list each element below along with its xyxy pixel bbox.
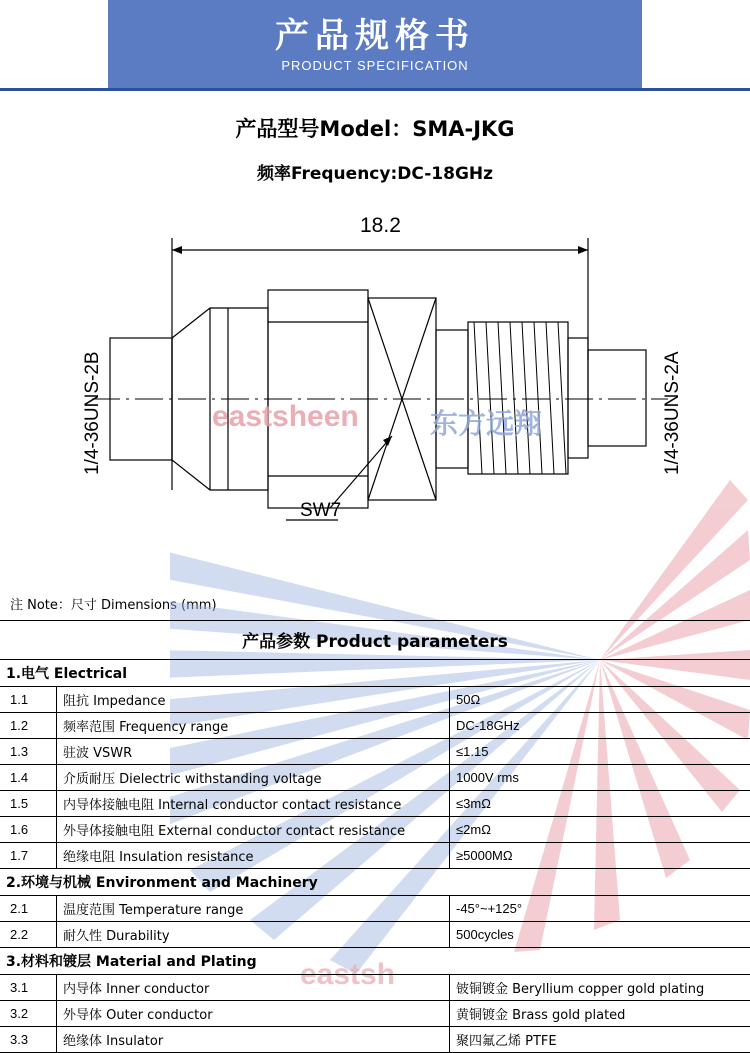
row-value: DC-18GHz: [450, 713, 750, 739]
row-name: 耐久性 Durability: [57, 922, 450, 948]
parameters-table: [0, 660, 750, 1053]
thread-right-label: 1/4-36UNS-2A: [662, 351, 683, 475]
row-name: 阻抗 Impedance: [57, 687, 450, 713]
watermark-brand: eastsheen: [212, 400, 359, 434]
frequency-range: 频率Frequency:DC-18GHz: [0, 159, 750, 184]
row-number: 1.2: [0, 713, 57, 739]
row-number: 3.2: [0, 1001, 57, 1027]
watermark-brand-cn: 东方远翔: [430, 402, 542, 442]
thread-left-label: 1/4-36UNS-2B: [82, 351, 103, 475]
row-value: ≤1.15: [450, 739, 750, 765]
dimension-total-label: 18.2: [360, 214, 401, 237]
row-name: 介质耐压 Dielectric withstanding voltage: [57, 765, 450, 791]
row-number: 2.1: [0, 896, 57, 922]
table-row: [0, 922, 750, 948]
table-row: [0, 975, 750, 1001]
table-row: [0, 791, 750, 817]
header-title-cn: 产品规格书: [275, 16, 475, 56]
row-value: 1000V rms: [450, 765, 750, 791]
table-row: [0, 1027, 750, 1053]
product-parameters-table: [0, 620, 750, 1053]
row-value: ≤3mΩ: [450, 791, 750, 817]
row-name: 驻波 VSWR: [57, 739, 450, 765]
product-drawing: [0, 190, 750, 590]
table-section-header: [0, 660, 750, 687]
row-name: 温度范围 Temperature range: [57, 896, 450, 922]
sw7-label: SW7: [300, 500, 341, 521]
row-value: 50Ω: [450, 687, 750, 713]
connector-drawing-svg: [0, 190, 750, 590]
row-name: 内导体接触电阻 Internal conductor contact resistance: [57, 791, 450, 817]
row-name: 外导体接触电阻 External conductor contact resistance: [57, 817, 450, 843]
table-row: [0, 739, 750, 765]
model-block: [0, 91, 750, 184]
table-title: 产品参数 Product parameters: [0, 621, 750, 660]
row-name: 外导体 Outer conductor: [57, 1001, 450, 1027]
table-row: [0, 713, 750, 739]
row-value: 黄铜镀金 Brass gold plated: [450, 1001, 750, 1027]
row-name: 绝缘体 Insulator: [57, 1027, 450, 1053]
row-number: 3.1: [0, 975, 57, 1001]
row-name: 内导体 Inner conductor: [57, 975, 450, 1001]
row-number: 2.2: [0, 922, 57, 948]
row-value: -45°~+125°: [450, 896, 750, 922]
header-right-band: [642, 0, 750, 88]
row-number: 3.3: [0, 1027, 57, 1053]
row-number: 1.3: [0, 739, 57, 765]
header-title-en: PRODUCT SPECIFICATION: [281, 58, 468, 73]
table-row: [0, 817, 750, 843]
model-number: 产品型号Model：SMA-JKG: [0, 113, 750, 143]
row-value: ≤2mΩ: [450, 817, 750, 843]
table-row: [0, 1001, 750, 1027]
table-row: [0, 687, 750, 713]
row-name: 绝缘电阻 Insulation resistance: [57, 843, 450, 869]
table-section-header: [0, 948, 750, 975]
table-section-header: [0, 869, 750, 896]
section-heading-electrical: 1.电气 Electrical: [0, 660, 750, 687]
section-heading-environment: 2.环境与机械 Environment and Machinery: [0, 869, 750, 896]
row-value: 500cycles: [450, 922, 750, 948]
row-name: 频率范围 Frequency range: [57, 713, 450, 739]
table-row: [0, 765, 750, 791]
page-header: [0, 0, 750, 88]
row-number: 1.7: [0, 843, 57, 869]
row-value: 铍铜镀金 Beryllium copper gold plating: [450, 975, 750, 1001]
row-number: 1.1: [0, 687, 57, 713]
row-value: 聚四氟乙烯 PTFE: [450, 1027, 750, 1053]
header-left-band: [0, 0, 108, 88]
row-number: 1.6: [0, 817, 57, 843]
row-number: 1.5: [0, 791, 57, 817]
section-heading-material: 3.材料和镀层 Material and Plating: [0, 948, 750, 975]
dimension-note: 注 Note：尺寸 Dimensions (mm): [0, 590, 750, 619]
table-row: [0, 896, 750, 922]
row-value: ≥5000MΩ: [450, 843, 750, 869]
row-number: 1.4: [0, 765, 57, 791]
watermark-brand-bottom: eastsh: [300, 958, 395, 992]
table-row: [0, 843, 750, 869]
